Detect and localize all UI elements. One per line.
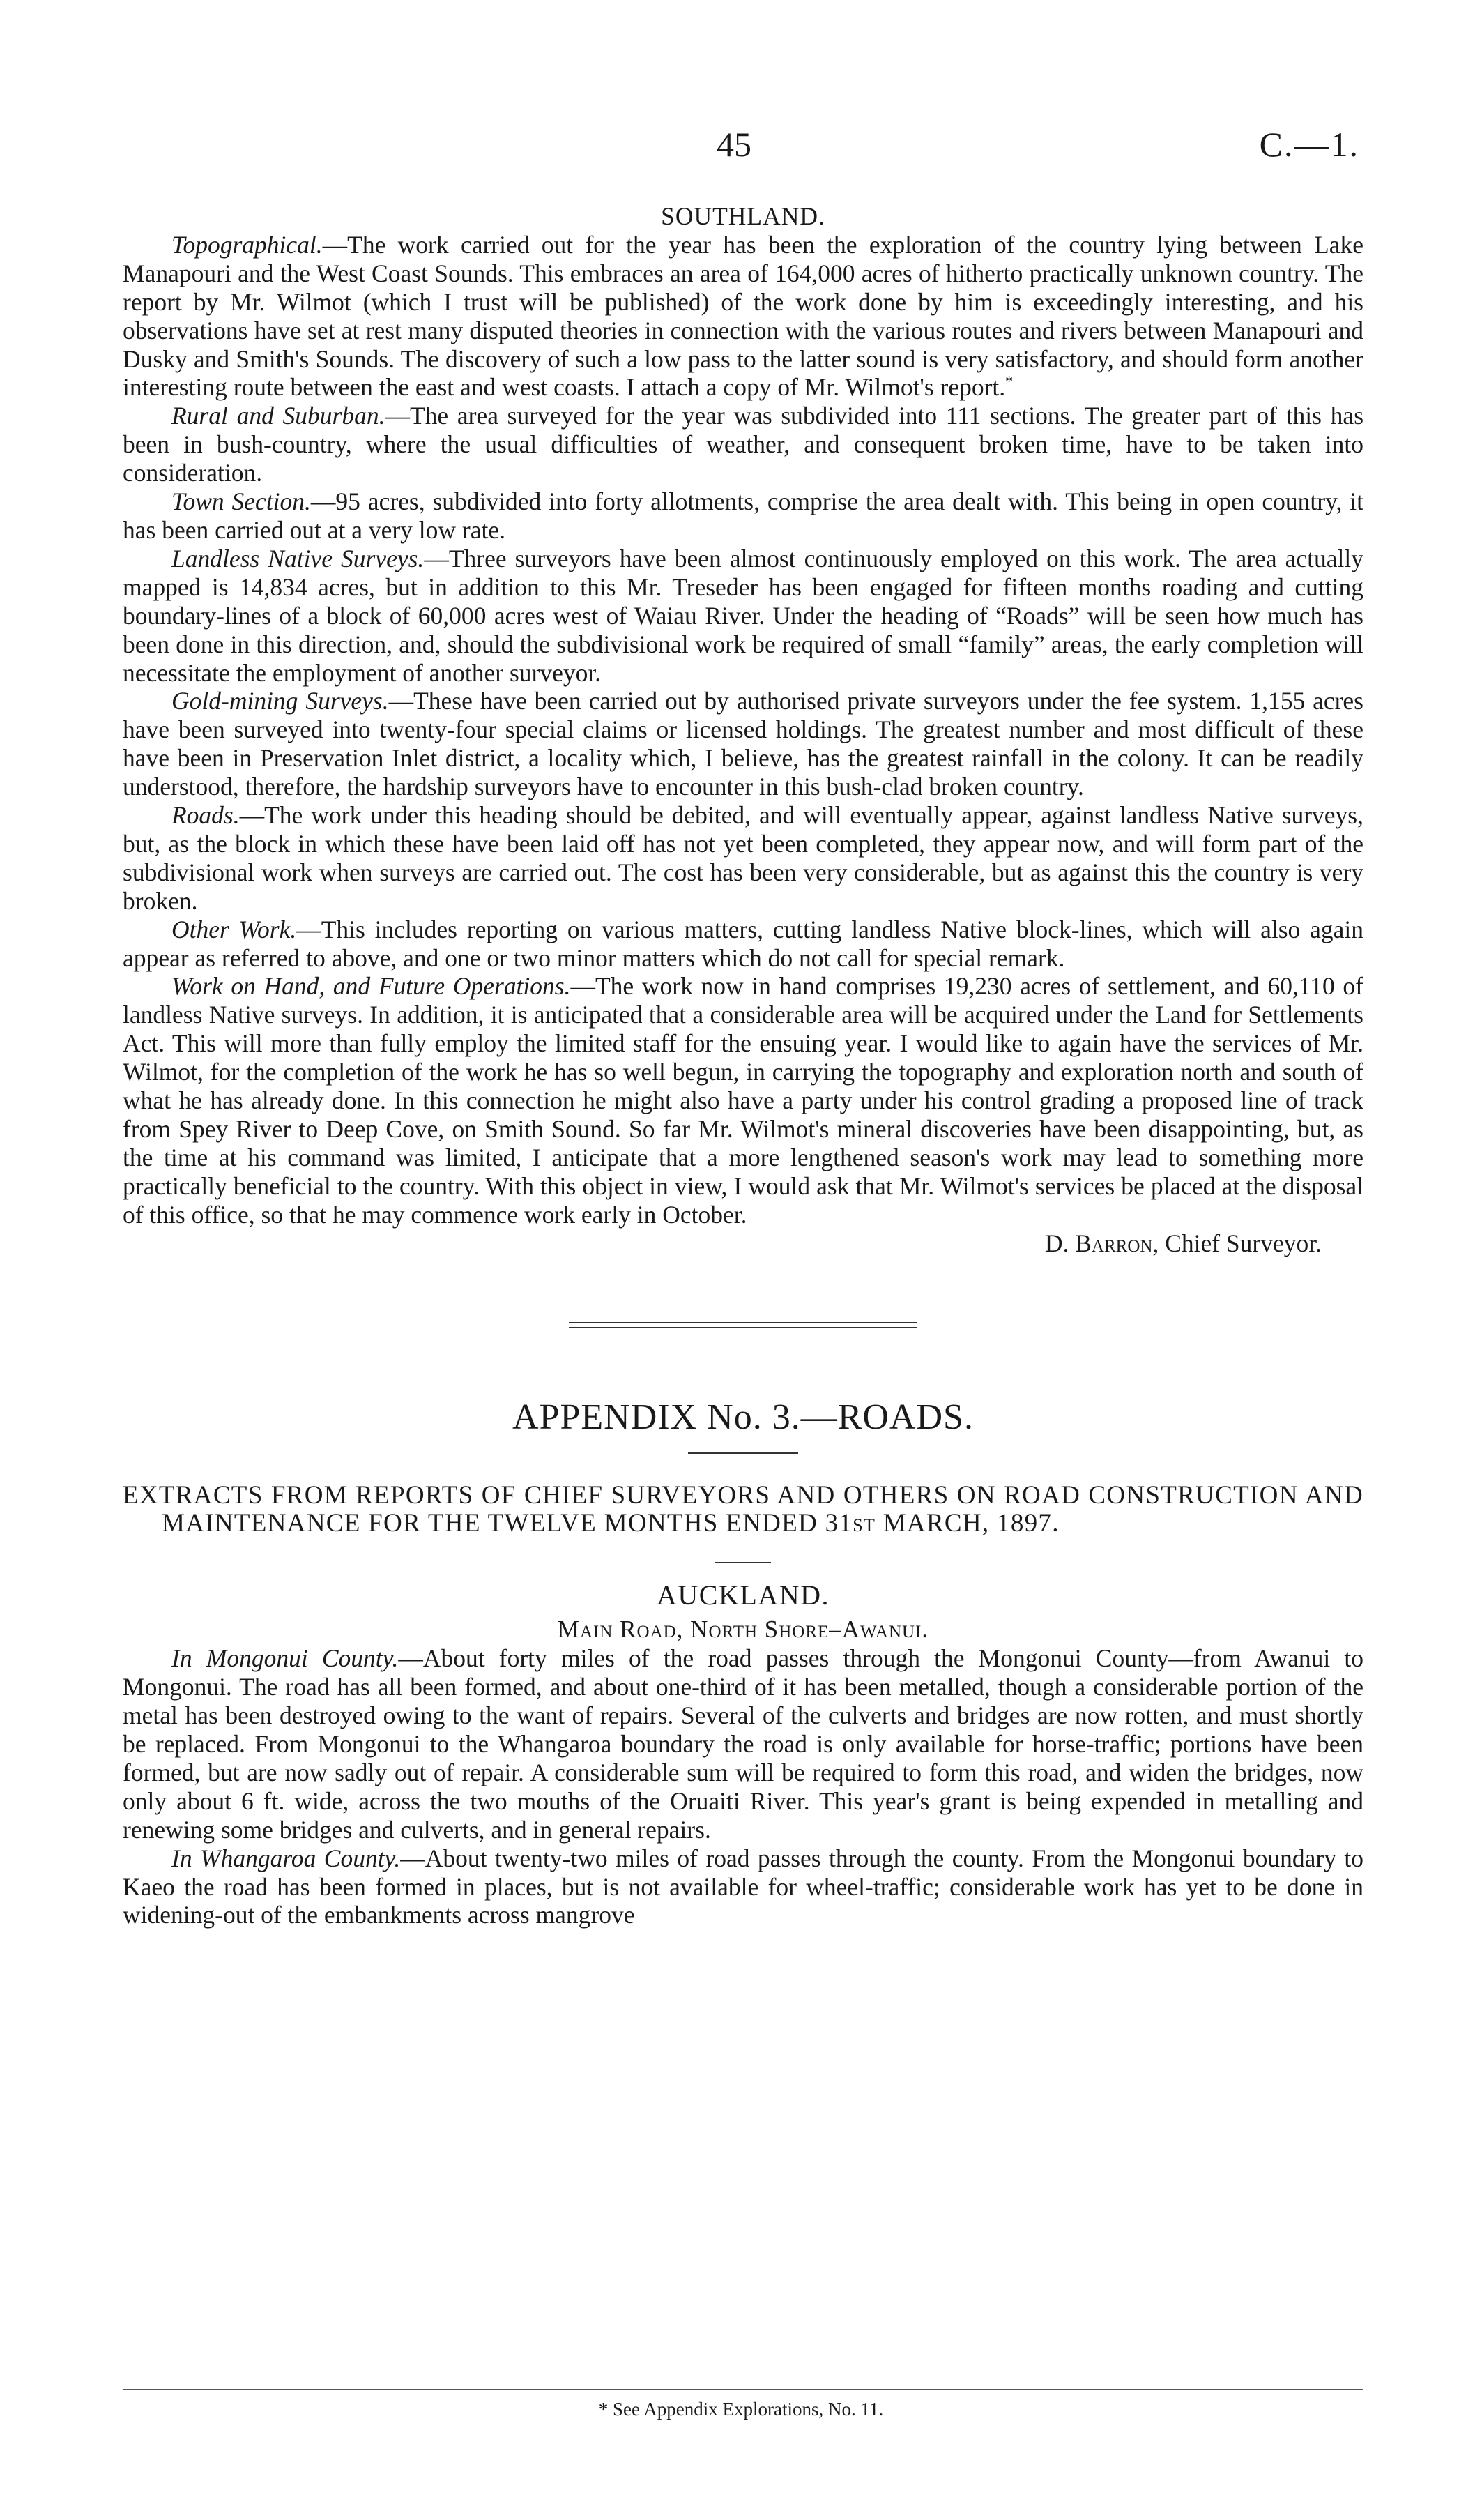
heading-rule	[715, 1562, 771, 1563]
paragraph-text: —The area surveyed for the year was subdivided into 111 sections. The greater part of this has been in bush-country, where the usual difficulties of weather, and consequent broken time, have to be taken into consideration.	[123, 402, 1364, 487]
footnote: * See Appendix Explorations, No. 11.	[598, 2399, 884, 2420]
paragraph-text: —The work now in hand comprises 19,230 acres of settlement, and 60,110 of landless Native surveys. In addition, it is anticipated that a considerable area will be acquired under the Land for Settlements Act. This will more than fully employ the limited staff for the ensuing year. I would like to again have the services of Mr. Wilmot, for the completion of the work he has so well begun, in carrying the topography and exploration north and south of what he has already done. In this connection he might also have a party under his control grading a proposed line of track from Spey River to Deep Cove, on Smith Sound. So far Mr. Wilmot's mineral discoveries have been disappointing, but, as the time at his command was limited, I anticipate that a more lengthened season's work may lead to something more practically beneficial to the country. With this object in view, I would ask that Mr. Wilmot's services be placed at the disposal of this office, so that he may commence work early in October.	[123, 972, 1363, 1229]
auckland-section	[123, 1644, 1363, 1929]
signature	[123, 1229, 1363, 1258]
paragraph-other-work	[123, 916, 1363, 973]
paragraph-town-section	[123, 487, 1363, 545]
page-content	[123, 202, 1363, 1929]
paragraph-roads	[123, 801, 1363, 916]
signature-name: D. Barron,	[1044, 1229, 1159, 1257]
footnote-marker: *	[1005, 372, 1014, 390]
paragraph-topographical	[123, 231, 1363, 402]
page-number: 45	[717, 125, 751, 164]
paragraph-text: —95 acres, subdivided into forty allotments, comprise the area dealt with. This being in open country, it has been carried out at a very low rate.	[123, 487, 1364, 544]
paragraph-lead: Landless Native Surveys.	[171, 544, 425, 572]
southland-section	[123, 231, 1363, 1258]
paragraph-lead: Work on Hand, and Future Operations.	[171, 972, 571, 1001]
paragraph-mongonui-county	[123, 1644, 1363, 1844]
paragraph-gold-mining-surveys	[123, 687, 1363, 801]
paragraph-lead: Rural and Suburban.	[171, 402, 385, 430]
paragraph-lead: In Mongonui County.	[171, 1644, 399, 1673]
paragraph-lead: Topographical.	[171, 230, 323, 259]
paragraph-text: —The work under this heading should be debited, and will eventually appear, against landless Native surveys, but, as the block in which these have been laid off has not yet been completed, they appear now, and will form part of the subdivisional work when surveys are carried out. The cost has been very considerable, but as against this the country is very broken.	[123, 801, 1363, 915]
paragraph-whangaroa-county	[123, 1844, 1363, 1930]
paragraph-text: —This includes reporting on various matters, cutting landless Native block-lines, which will also again appear as referred to above, and one or two minor matters which do not call for special remark.	[123, 915, 1363, 972]
footnote-rule	[123, 2389, 1363, 2390]
paragraph-lead: Other Work.	[171, 915, 297, 943]
road-subheading: Main Road, North Shore–Awanui.	[557, 1616, 929, 1644]
extracts-text: EXTRACTS FROM REPORTS OF CHIEF SURVEYORS AND OTHERS ON ROAD CONSTRUCTION AND MAINTENANCE FOR THE TWELVE MONTHS ENDED 31	[123, 1481, 1363, 1538]
paragraph-lead: In Whangaroa County.	[171, 1844, 401, 1872]
paragraph-lead: Gold-mining Surveys.	[171, 687, 389, 715]
paragraph-text: —About forty miles of the road passes through the Mongonui County—from Awanui to Mongonui. The road has all been formed, and about one-third of it has been metalled, though a considerable portion of the metal has been destroyed owing to the want of repairs. Several of the culverts and bridges are now rotten, and must shortly be replaced. From Mongonui to the Whangaroa boundary the road is only available for horse-traffic; portions have been formed, but are now sadly out of repair. A considerable sum will be required to form this road, and widen the bridges, now only about 6 ft. wide, across the two mouths of the Oruaiti River. This year's grant is being expended in metalling and renewing some bridges and culverts, and in general repairs.	[123, 1644, 1363, 1844]
paragraph-rural-suburban	[123, 402, 1363, 487]
southland-heading: SOUTHLAND.	[661, 202, 825, 230]
paragraph-text: —The work carried out for the year has been the exploration of the country lying between Lake Manapouri and the West Coast Sounds. This embraces an area of 164,000 acres of hitherto practically unknown country. The report by Mr. Wilmot (which I trust will be published) of the work done by him is exceedingly interesting, and his observations have set at rest many disputed theories in connection with the various routes and rivers between Manapouri and Dusky and Smith's Sounds. The discovery of such a low pass to the latter sound is very satisfactory, and should form another interesting route between the east and west coasts. I attach a copy of Mr. Wilmot's report.	[123, 230, 1363, 402]
signature-title: Chief Surveyor.	[1165, 1229, 1322, 1257]
paragraph-lead: Roads.	[171, 801, 240, 830]
paragraph-landless-native-surveys	[123, 545, 1363, 688]
paragraph-lead: Town Section.	[171, 487, 311, 516]
page-header	[0, 124, 1482, 180]
paragraph-text: —About twenty-two miles of road passes through the county. From the Mongonui boundary to Kaeo the road has been formed in places, but is not available for wheel-traffic; considerable work has yet to be done in widening-out of the embankments across mangrove	[123, 1844, 1364, 1929]
extracts-heading	[123, 1482, 1363, 1540]
section-divider	[569, 1322, 917, 1328]
extracts-tail: MARCH, 1897.	[876, 1509, 1060, 1538]
paragraph-work-on-hand	[123, 972, 1363, 1229]
paragraph-text: —These have been carried out by authorised private surveyors under the fee system. 1,155 acres have been surveyed into twenty-four special claims or licensed holdings. The greatest number and most difficult of these have been in Preservation Inlet district, a locality which, I believe, has the greatest rainfall in the colony. It can be readily understood, therefore, the hardship surveyors have to encounter in this bush-clad broken country.	[123, 687, 1363, 801]
auckland-heading: AUCKLAND.	[657, 1579, 830, 1611]
title-rule	[688, 1452, 798, 1454]
document-reference: C.—1.	[1259, 125, 1359, 164]
paragraph-text: —Three surveyors have been almost continuously employed on this work. The area actually mapped is 14,834 acres, but in addition to this Mr. Treseder has been engaged for fifteen months roading and cutting boundary-lines of a block of 60,000 acres west of Waiau River. Under the heading of “Roads” will be seen how much has been done in this direction, and, should the subdivisional work be required of small “family” areas, the early completion will necessitate the employment of another surveyor.	[123, 544, 1364, 687]
appendix-title: APPENDIX No. 3.—ROADS.	[512, 1397, 974, 1437]
extracts-superscript: ST	[853, 1515, 876, 1536]
